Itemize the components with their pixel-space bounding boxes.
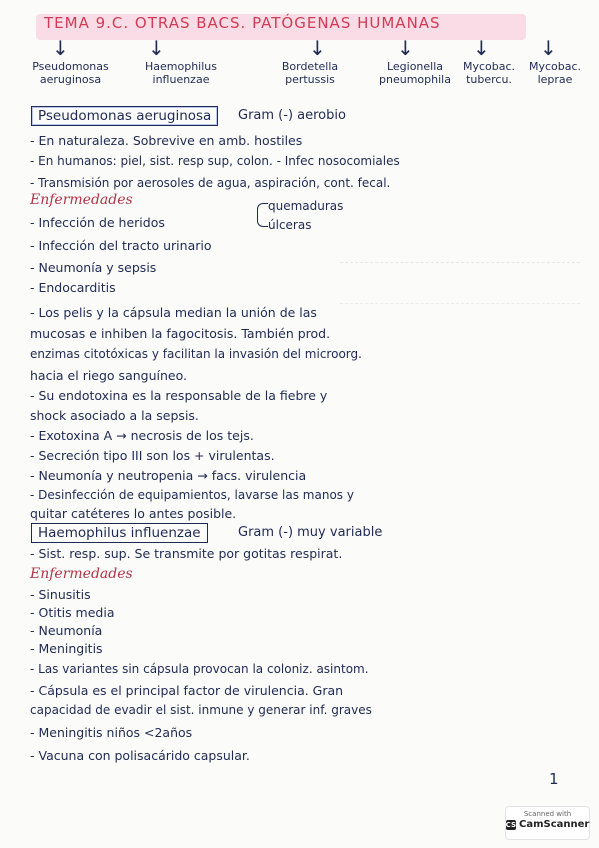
camscanner-watermark <box>506 807 589 839</box>
note-line: enzimas citotóxicas y facilitan la invasión del microorg. <box>30 347 362 361</box>
haemophilus-heading: Haemophilus influenzae <box>31 523 208 543</box>
genus-label <box>28 60 113 86</box>
down-arrow-icon: ↓ <box>52 36 69 60</box>
note-line: - Cápsula es el principal factor de virulencia. Gran <box>30 683 344 698</box>
note-line: - Secreción tipo III son los + virulentas. <box>30 448 275 463</box>
pseudomonas-heading: Pseudomonas aeruginosa <box>31 106 218 126</box>
section-heading: Enfermedades <box>30 566 133 582</box>
note-line: - Los pelis y la cápsula median la unión de las <box>30 305 317 320</box>
disease-item: - Otitis media <box>30 605 115 620</box>
genus-label <box>270 60 350 86</box>
text-line: - Transmisión por aerosoles de agua, aspiración, cont. fecal. <box>30 176 391 190</box>
genus-name: Mycobac. <box>528 60 582 73</box>
note-line: - Exotoxina A → necrosis de los tejs. <box>30 428 254 443</box>
genus-label <box>458 60 520 86</box>
faded-bleedthrough <box>340 262 580 304</box>
disease-item: - Neumonía <box>30 623 103 638</box>
genus-name: Haemophilus <box>145 60 217 73</box>
down-arrow-icon: ↓ <box>309 36 326 60</box>
down-arrow-icon: ↓ <box>397 36 414 60</box>
genus-label <box>372 60 458 86</box>
disease-item: - Sinusitis <box>30 587 91 602</box>
disease-item: - Infección de heridos <box>30 215 165 230</box>
species-name: influenzae <box>152 73 210 86</box>
page-number: 1 <box>549 770 559 788</box>
disease-item: - Neumonía y sepsis <box>30 260 157 275</box>
species-name: aeruginosa <box>39 73 102 86</box>
down-arrow-icon: ↓ <box>473 36 490 60</box>
note-line: - Desinfección de equipamientos, lavarse las manos y <box>30 488 354 502</box>
note-line: capacidad de evadir el sist. inmune y generar inf. graves <box>30 703 372 717</box>
page-title: TEMA 9.C. OTRAS BACS. PATÓGENAS HUMANAS <box>44 14 441 32</box>
genus-label <box>136 60 226 86</box>
bracket-mark <box>257 203 268 227</box>
note-line: - Neumonía y neutropenia → facs. virulencia <box>30 468 307 483</box>
down-arrow-icon: ↓ <box>540 36 557 60</box>
watermark-brand-name: CamScanner <box>518 819 590 830</box>
disease-item: - Endocarditis <box>30 280 116 295</box>
text-line: - Sist. resp. sup. Se transmite por gotitas respirat. <box>30 546 343 561</box>
note-line: quitar catéteres lo antes posible. <box>30 506 237 521</box>
section-heading: Enfermedades <box>30 192 133 208</box>
disease-item: - Infección del tracto urinario <box>30 238 212 253</box>
wound-type: quemaduras <box>268 199 344 213</box>
note-line: shock asociado a la sepsis. <box>30 408 199 423</box>
species-name: pertussis <box>285 73 335 86</box>
watermark-caption: Scanned with <box>523 810 572 818</box>
haemophilus-gram: Gram (-) muy variable <box>238 525 383 540</box>
genus-name: Legionella <box>386 60 444 73</box>
note-line: mucosas e inhiben la fagocitosis. También prod. <box>30 326 331 341</box>
note-line: - Meningitis niños <2años <box>30 725 193 740</box>
down-arrow-icon: ↓ <box>148 36 165 60</box>
note-line: - Vacuna con polisacárido capsular. <box>30 748 250 763</box>
species-name: pneumophila <box>379 73 451 86</box>
text-line: - En naturaleza. Sobrevive en amb. hostiles <box>30 133 303 148</box>
pseudomonas-gram: Gram (-) aerobio <box>238 108 346 123</box>
genus-name: Pseudomonas <box>32 60 109 73</box>
note-line: - Su endotoxina es la responsable de la fiebre y <box>30 388 328 403</box>
note-line: - Las variantes sin cápsula provocan la coloniz. asintom. <box>30 662 369 676</box>
disease-item: - Meningitis <box>30 641 103 656</box>
text-line: - En humanos: piel, sist. resp sup, colon. - Infec nosocomiales <box>30 154 400 168</box>
genus-name: Mycobac. <box>462 60 516 73</box>
species-name: leprae <box>537 73 573 86</box>
genus-label <box>524 60 586 86</box>
species-name: tubercu. <box>466 73 512 86</box>
wound-type: úlceras <box>268 218 312 232</box>
camscanner-logo-icon: CS <box>505 820 516 829</box>
genus-name: Bordetella <box>281 60 339 73</box>
watermark-brand <box>506 819 589 830</box>
note-line: hacia el riego sanguíneo. <box>30 368 187 383</box>
